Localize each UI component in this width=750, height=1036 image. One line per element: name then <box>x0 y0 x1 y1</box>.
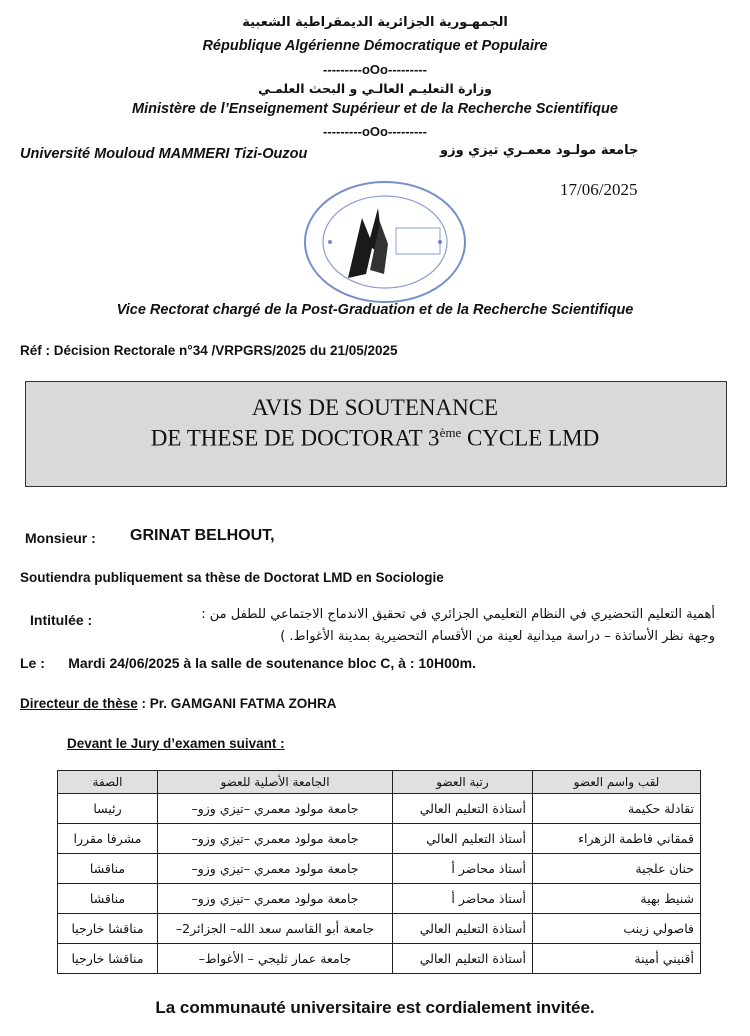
jury-header-university: الجامعة الأصلية للعضو <box>158 771 393 794</box>
header-arabic-ministry: وزارة التعليـم العالـي و البحث العلمـي <box>258 81 492 96</box>
jury-university: جامعة أبو القاسم سعد الله– الجزائر2– <box>158 914 393 944</box>
thesis-title-label: Intitulée : <box>30 612 93 628</box>
jury-university: جامعة مولود معمري –تيزي وزو– <box>158 824 393 854</box>
thesis-director-value: : Pr. GAMGANI FATMA ZOHRA <box>137 696 337 711</box>
notice-title-line-1: AVIS DE SOUTENANCE <box>251 395 499 420</box>
jury-name: حنان علجية <box>533 854 701 884</box>
thesis-title-line-2: وجهة نظر الأساتذة – دراسة ميدانية لعينة من الأقسام التحضيرية بمدينة الأغواط. ) <box>280 629 715 644</box>
table-row <box>58 884 701 914</box>
table-row <box>58 794 701 824</box>
university-seal-stamp <box>300 178 470 306</box>
jury-header-name: لقب واسم العضو <box>533 771 701 794</box>
jury-grade: أستاذة التعليم العالي <box>393 914 533 944</box>
jury-role: رئيسا <box>58 794 158 824</box>
jury-table-header-row <box>58 771 701 794</box>
jury-name: شنيط بهية <box>533 884 701 914</box>
defense-statement: Soutiendra publiquement sa thèse de Doctorat LMD en Sociologie <box>20 570 444 585</box>
jury-table <box>57 770 701 974</box>
schedule-label: Le : <box>20 655 45 671</box>
document-date: 17/06/2025 <box>560 180 638 199</box>
invitation-line: La communauté universitaire est cordialement invitée. <box>155 998 595 1017</box>
notice-title-line-2-main: DE THESE DE DOCTORAT 3 <box>150 425 440 451</box>
candidate-label: Monsieur : <box>25 530 96 546</box>
table-row <box>58 944 701 974</box>
jury-name: تقادلة حكيمة <box>533 794 701 824</box>
jury-grade: أستاذ محاضر أ <box>393 854 533 884</box>
jury-university: جامعة مولود معمري –تيزي وزو– <box>158 884 393 914</box>
jury-header-role: الصفة <box>58 771 158 794</box>
jury-grade: أستاذ محاضر أ <box>393 884 533 914</box>
header-french-republic: République Algérienne Démocratique et Populaire <box>202 38 548 54</box>
notice-title-line-2-end: CYCLE LMD <box>461 425 600 451</box>
jury-grade: أستاذ التعليم العالي <box>393 824 533 854</box>
jury-role: مشرفا مقررا <box>58 824 158 854</box>
jury-university: جامعة مولود معمري –تيزي وزو– <box>158 794 393 824</box>
header-separator-1: ---------oOo--------- <box>323 62 427 77</box>
header-separator-2: ---------oOo--------- <box>323 124 427 139</box>
jury-name: قمقاني فاطمة الزهراء <box>533 824 701 854</box>
jury-role: مناقشا <box>58 854 158 884</box>
jury-university: جامعة عمار ثليجي – الأغواط– <box>158 944 393 974</box>
thesis-director-label: Directeur de thèse <box>20 696 138 711</box>
jury-name: أقنيني أمينة <box>533 944 701 974</box>
jury-role: مناقشا <box>58 884 158 914</box>
jury-role: مناقشا خارجيا <box>58 944 158 974</box>
schedule-text: Mardi 24/06/2025 à la salle de soutenance bloc C, à : 10H00m. <box>68 655 476 671</box>
jury-header-grade: رتبة العضو <box>393 771 533 794</box>
jury-grade: أستاذة التعليم العالي <box>393 794 533 824</box>
header-arabic-republic: الجمهـورية الجزائرية الديمقراطية الشعبية <box>242 15 508 30</box>
header-french-ministry: Ministère de l’Enseignement Supérieur et de la Recherche Scientifique <box>132 101 618 117</box>
jury-intro: Devant le Jury d’examen suivant : <box>67 736 285 751</box>
vice-rectorat-title: Vice Rectorat chargé de la Post-Graduation et de la Recherche Scientifique <box>116 302 634 318</box>
university-name-french: Université Mouloud MAMMERI Tizi-Ouzou <box>20 146 308 162</box>
table-row <box>58 824 701 854</box>
reference-line: Réf : Décision Rectorale n°34 /VRPGRS/2025 du 21/05/2025 <box>20 343 398 358</box>
thesis-title-line-1: أهمية التعليم التحضيري في النظام التعليمي الجزائري في تحقيق الاندماج الاجتماعي للطفل من : <box>201 607 715 622</box>
jury-role: مناقشا خارجيا <box>58 914 158 944</box>
jury-name: فاصولي زينب <box>533 914 701 944</box>
table-row <box>58 854 701 884</box>
jury-grade: أستاذة التعليم العالي <box>393 944 533 974</box>
table-row <box>58 914 701 944</box>
candidate-name: GRINAT BELHOUT, <box>130 527 275 544</box>
defense-schedule <box>20 655 476 671</box>
notice-title-superscript: ème <box>439 425 462 440</box>
notice-title-line-2 <box>0 425 750 452</box>
thesis-director <box>20 696 337 711</box>
university-name-arabic: جامعة مولـود معمـري تيزي وزو <box>440 143 639 158</box>
jury-university: جامعة مولود معمري –تيزي وزو– <box>158 854 393 884</box>
